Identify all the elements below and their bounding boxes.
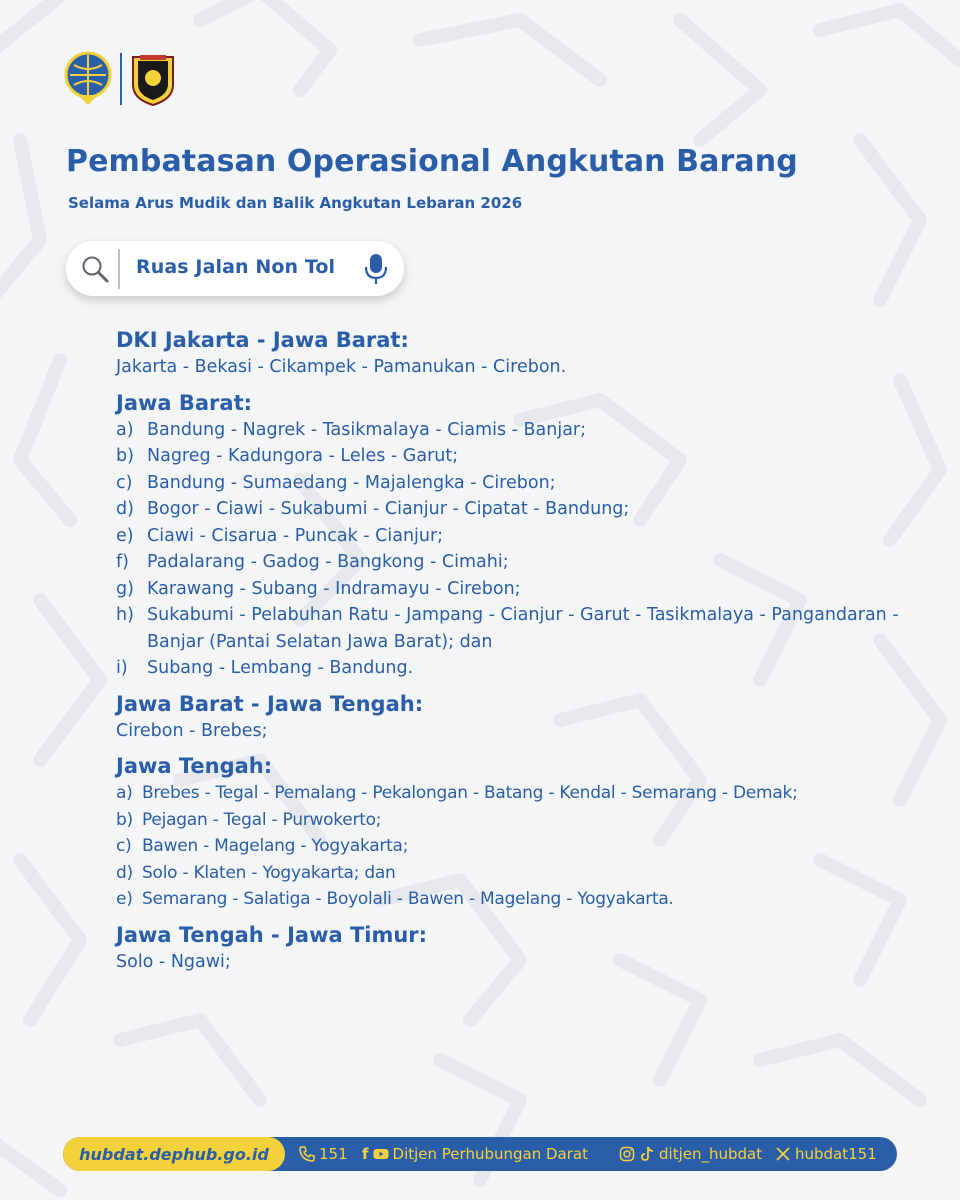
list-item (116, 780, 916, 807)
x-handle: hubdat151 (795, 1145, 877, 1163)
ministry-logo (64, 51, 112, 107)
search-divider (118, 249, 120, 289)
item-text: Pejagan - Tegal - Purwokerto; (142, 809, 382, 830)
list-item (116, 523, 916, 550)
footer-instagram-tiktok[interactable] (619, 1145, 762, 1163)
item-label: g) (116, 578, 134, 599)
item-label: c) (116, 472, 133, 493)
item-label: b) (116, 446, 134, 466)
list-item (116, 807, 916, 834)
list-item (116, 576, 916, 603)
item-label: d) (116, 862, 133, 883)
footer-x[interactable] (775, 1145, 877, 1163)
footer-phone[interactable] (299, 1145, 348, 1163)
section-jateng (116, 752, 916, 913)
item-label: e) (116, 889, 133, 909)
item-label: h) (116, 605, 134, 625)
item-label: e) (116, 525, 134, 546)
search-icon (80, 254, 110, 284)
item-label: c) (116, 836, 132, 856)
search-text: Ruas Jalan Non Tol (136, 256, 336, 278)
section-dki-jabar (116, 326, 916, 381)
section-heading: Jawa Barat - Jawa Tengah: (116, 691, 424, 716)
item-text: Brebes - Tegal - Pemalang - Pekalongan - Batang - Kendal - Semarang - Demak; (142, 783, 798, 803)
website-link[interactable]: hubdat.dephub.go.id (63, 1137, 285, 1171)
item-text: Nagreg - Kadungora - Leles - Garut; (147, 446, 459, 466)
instagram-icon (619, 1146, 635, 1162)
route-line: Jakarta - Bekasi - Cikampek - Pamanukan - Cirebon. (116, 357, 567, 377)
list-item (116, 602, 916, 655)
logo-group (64, 50, 176, 108)
directorate-logo (130, 51, 176, 107)
x-icon (775, 1146, 791, 1162)
list-item (116, 886, 916, 913)
list-item (116, 655, 916, 682)
list-item (116, 443, 916, 470)
section-heading: Jawa Barat: (116, 390, 253, 415)
list-item (116, 496, 916, 523)
youtube-icon (373, 1146, 389, 1162)
route-line: Cirebon - Brebes; (116, 720, 268, 741)
facebook-icon: f (362, 1145, 369, 1163)
instagram-handle: ditjen_hubdat (659, 1145, 763, 1163)
list-item (116, 470, 916, 497)
channel-name: Ditjen Perhubungan Darat (392, 1145, 588, 1163)
item-label: a) (116, 783, 133, 803)
route-list (116, 326, 916, 975)
item-label: b) (116, 809, 133, 830)
section-heading: Jawa Tengah: (116, 754, 273, 778)
tiktok-icon (639, 1146, 655, 1162)
list-item (116, 860, 916, 887)
item-label: f) (116, 552, 129, 572)
section-heading: Jawa Tengah - Jawa Timur: (116, 922, 428, 947)
item-text: Bandung - Nagrek - Tasikmalaya - Ciamis - Banjar; (147, 419, 587, 440)
phone-number: 151 (319, 1145, 348, 1163)
item-text: Solo - Klaten - Yogyakarta; dan (142, 862, 396, 883)
section-jabar (116, 389, 916, 682)
footer-facebook-youtube[interactable] (362, 1145, 588, 1163)
item-label: a) (116, 419, 134, 440)
item-text: Subang - Lembang - Bandung. (147, 658, 414, 678)
item-label: i) (116, 658, 128, 678)
section-jabar-jateng (116, 690, 916, 745)
page-subtitle: Selama Arus Mudik dan Balik Angkutan Lebaran 2026 (68, 194, 523, 212)
section-heading: DKI Jakarta - Jawa Barat: (116, 328, 409, 352)
item-text: Padalarang - Gadog - Bangkong - Cimahi; (147, 552, 509, 572)
item-text: Sukabumi - Pelabuhan Ratu - Jampang - Cianjur - Garut - Tasikmalaya - Pangandaran - Banjar (Pantai Selatan Jawa Barat); dan (147, 605, 899, 652)
search-bar[interactable] (66, 241, 404, 296)
section-jateng-jatim (116, 921, 916, 976)
logo-divider (120, 53, 122, 105)
item-text: Karawang - Subang - Indramayu - Cirebon; (147, 578, 521, 599)
item-text: Bawen - Magelang - Yogyakarta; (142, 836, 409, 856)
microphone-icon[interactable] (364, 253, 388, 285)
item-text: Bandung - Sumaedang - Majalengka - Cirebon; (147, 472, 556, 493)
item-text: Ciawi - Cisarua - Puncak - Cianjur; (147, 525, 444, 546)
phone-icon (299, 1146, 315, 1162)
item-label: d) (116, 499, 134, 519)
list-item (116, 833, 916, 860)
route-line: Solo - Ngawi; (116, 951, 231, 972)
list-item (116, 549, 916, 576)
list-item (116, 417, 916, 444)
item-text: Semarang - Salatiga - Boyolali - Bawen - Magelang - Yogyakarta. (142, 889, 674, 909)
footer-bar (63, 1137, 897, 1171)
page-title: Pembatasan Operasional Angkutan Barang (66, 144, 798, 179)
item-text: Bogor - Ciawi - Sukabumi - Cianjur - Cipatat - Bandung; (147, 499, 630, 519)
